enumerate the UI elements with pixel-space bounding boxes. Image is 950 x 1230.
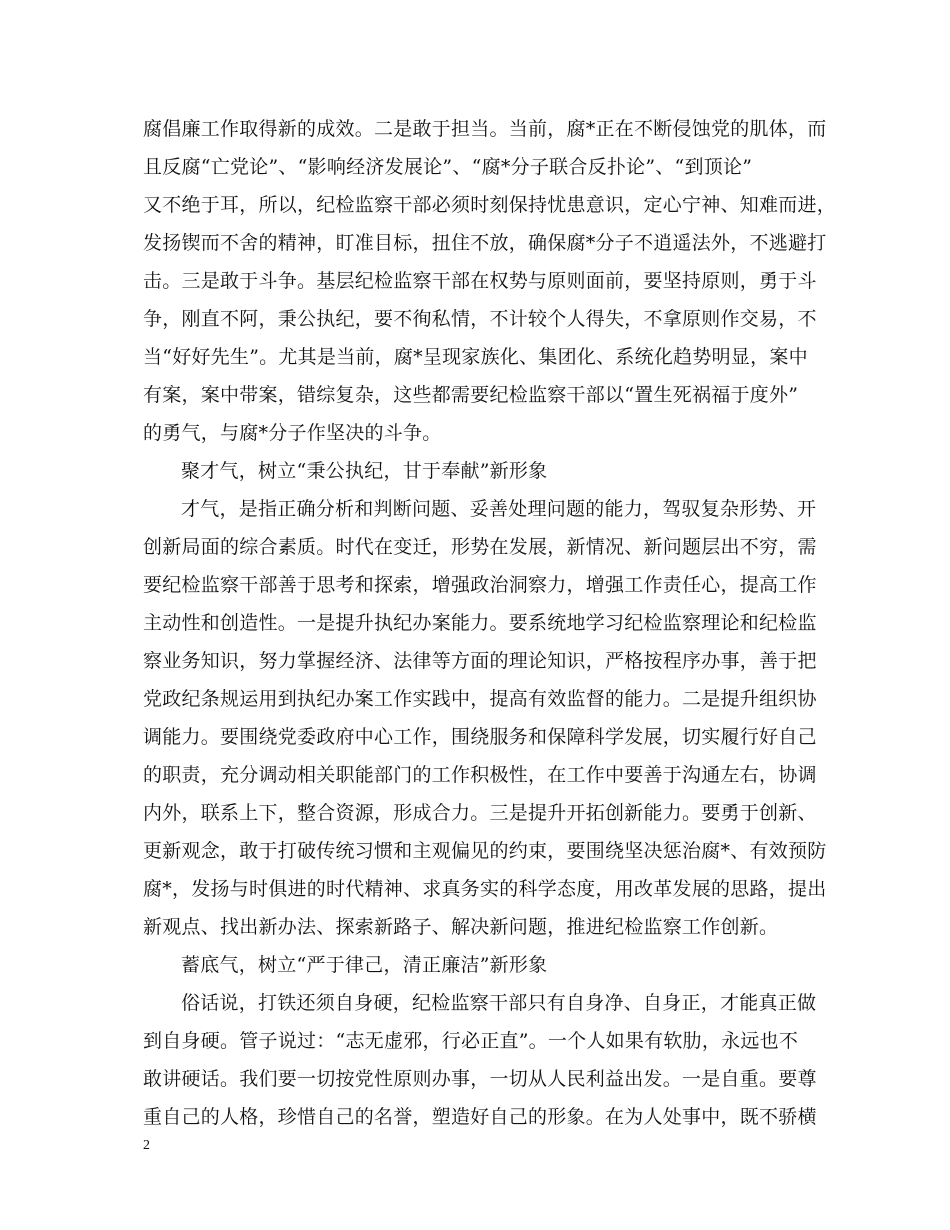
text-line: 有案，案中带案，错综复杂，这些都需要纪检监察干部以“置生死祸福于度外” — [143, 384, 799, 406]
text-line: 当“好好先生”。尤其是当前，腐*呈现家族化、集团化、系统化趋势明显，案中 — [143, 346, 808, 368]
text-line: 主动性和创造性。一是提升执纪办案能力。要系统地学习纪检监察理论和纪检监 — [143, 612, 817, 634]
page-number: 2 — [143, 1138, 150, 1153]
text-line: 到自身硬。管子说过：“志无虚邪，行必正直”。一个人如果有软肋，永远也不 — [143, 1030, 799, 1052]
text-line: 腐倡廉工作取得新的成效。二是敢于担当。当前，腐*正在不断侵蚀党的肌体，而 — [143, 118, 827, 140]
text-line: 党政纪条规运用到执纪办案工作实践中，提高有效监督的能力。二是提升组织协 — [143, 688, 817, 710]
text-line: 又不绝于耳，所以，纪检监察干部必须时刻保持忧患意识，定心宁神、知难而进， — [143, 194, 837, 216]
text-line: 察业务知识，努力掌握经济、法律等方面的理论知识，严格按程序办事，善于把 — [143, 650, 817, 672]
text-line: 重自己的人格，珍惜自己的名誉，塑造好自己的形象。在为人处事中，既不骄横 — [143, 1106, 817, 1128]
text-line: 敢讲硬话。我们要一切按党性原则办事，一切从人民利益出发。一是自重。要尊 — [143, 1068, 817, 1090]
text-line: 且反腐“亡党论”、“影响经济发展论”、“腐*分子联合反扑论”、“到顶论” — [143, 156, 753, 178]
section-heading: 聚才气，树立“秉公执纪，甘于奉献”新形象 — [181, 460, 548, 482]
text-line: 要纪检监察干部善于思考和探索，增强政治洞察力，增强工作责任心，提高工作 — [143, 574, 817, 596]
text-line: 的职责，充分调动相关职能部门的工作积极性，在工作中要善于沟通左右，协调 — [143, 764, 817, 786]
text-line: 争，刚直不阿，秉公执纪，要不徇私情，不计较个人得失，不拿原则作交易，不 — [143, 308, 817, 330]
text-line: 才气，是指正确分析和判断问题、妥善处理问题的能力，驾驭复杂形势、开 — [181, 498, 817, 520]
section-heading: 蓄底气，树立“严于律己，清正廉洁”新形象 — [181, 954, 548, 976]
text-line: 创新局面的综合素质。时代在变迁，形势在发展，新情况、新问题层出不穷，需 — [143, 536, 817, 558]
text-line: 更新观念，敢于打破传统习惯和主观偏见的约束，要围绕坚决惩治腐*、有效预防 — [143, 840, 827, 862]
text-line: 俗话说，打铁还须自身硬，纪检监察干部只有自身净、自身正，才能真正做 — [181, 992, 817, 1014]
text-line: 内外，联系上下，整合资源，形成合力。三是提升开拓创新能力。要勇于创新、 — [143, 802, 817, 824]
text-line: 发扬锲而不舍的精神，盯准目标，扭住不放，确保腐*分子不逍遥法外，不逃避打 — [143, 232, 827, 254]
text-line: 调能力。要围绕党委政府中心工作，围绕服务和保障科学发展，切实履行好自己 — [143, 726, 817, 748]
text-line: 腐*，发扬与时俱进的时代精神、求真务实的科学态度，用改革发展的思路，提出 — [143, 878, 827, 900]
text-line: 的勇气，与腐*分子作坚决的斗争。 — [143, 422, 442, 444]
text-line: 击。三是敢于斗争。基层纪检监察干部在权势与原则面前，要坚持原则，勇于斗 — [143, 270, 817, 292]
text-line: 新观点、找出新办法、探索新路子、解决新问题，推进纪检监察工作创新。 — [143, 916, 779, 938]
